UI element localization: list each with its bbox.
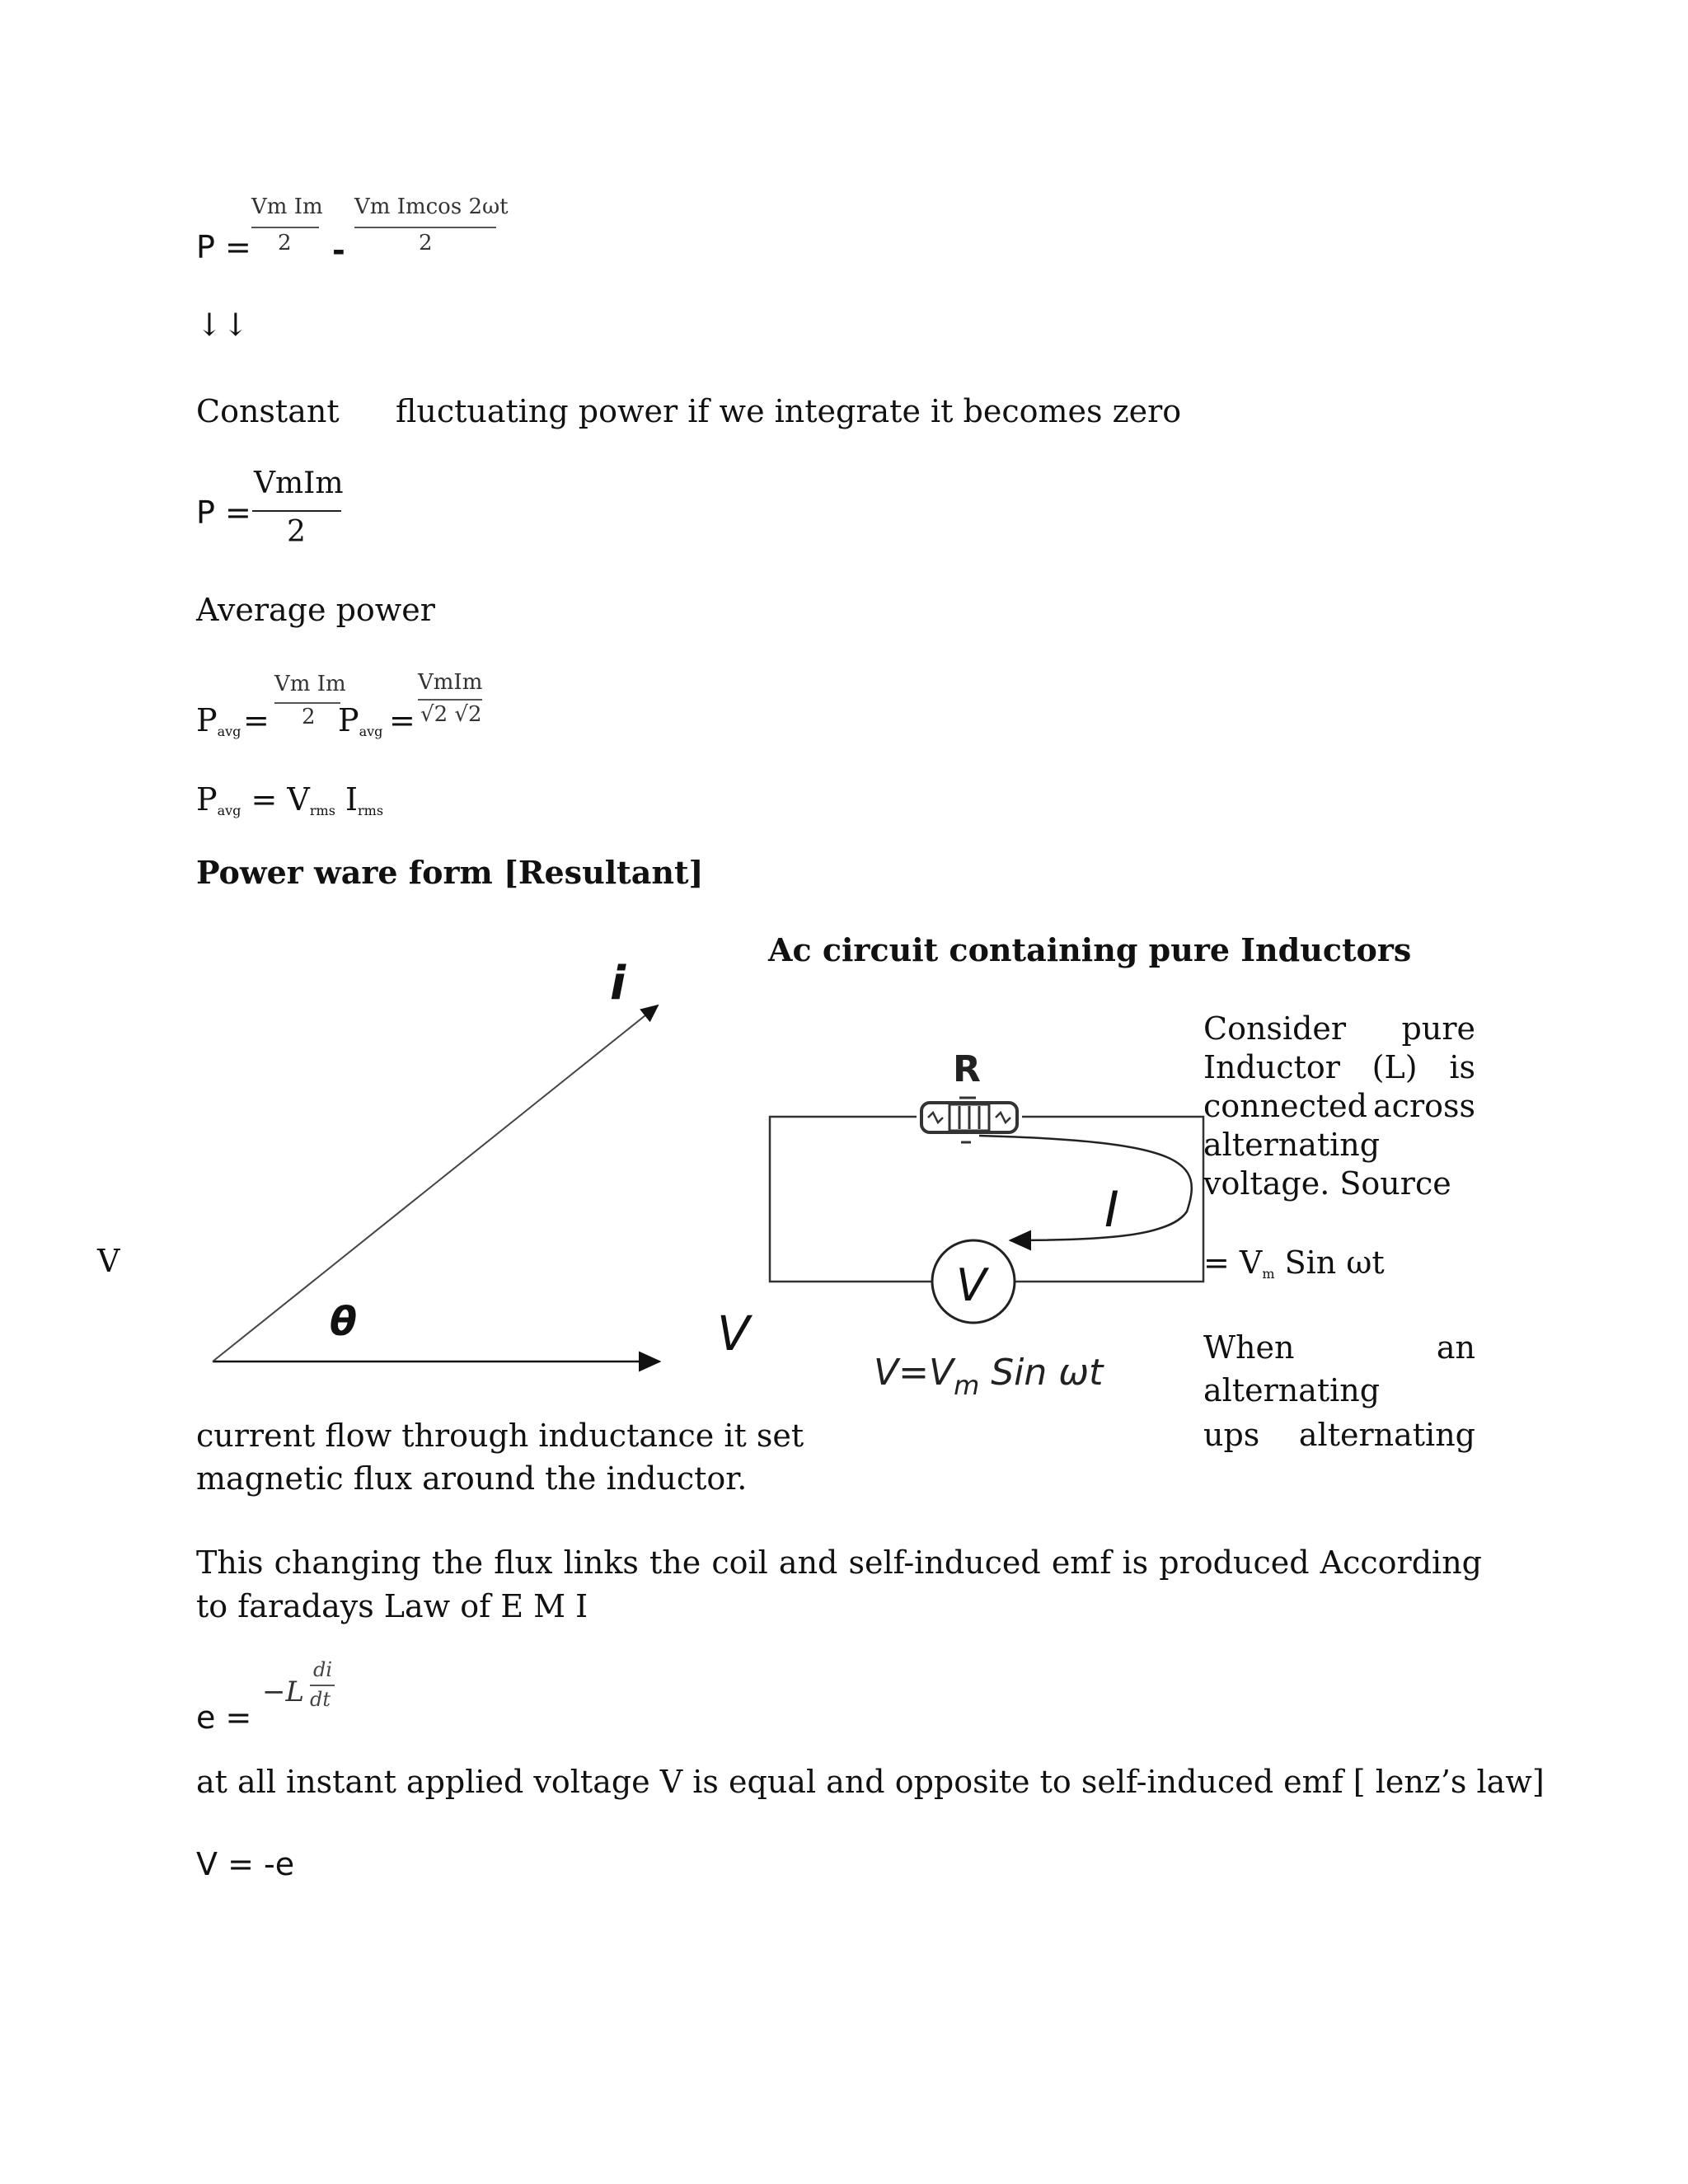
circuit-left-wire (770, 1117, 931, 1282)
paragraph-faraday: This changing the flux links the coil and self-induced emf is produced According to faradays Law of E M I (196, 1544, 1482, 1624)
eq3-equals2: = (389, 702, 415, 738)
eq1-term2-denominator: 2 (419, 231, 433, 255)
label-constant: Constant (196, 393, 340, 429)
eq5-numerator: di (313, 1658, 333, 1681)
power-wave-heading: Power ware form [Resultant] (196, 854, 704, 891)
down-arrows: ↓↓ (196, 307, 249, 343)
eq3-term2-denominator: √2 √2 (420, 702, 482, 727)
eq2-denominator: 2 (287, 515, 306, 549)
circuit-diagram (758, 1030, 1220, 1409)
voltage-phasor-label: V (717, 1305, 750, 1361)
paragraph-current-flow-line1: current flow through inductance it set (196, 1418, 804, 1454)
eq5-lhs: e = (196, 1699, 252, 1736)
eq3-term1-fraction-bar (274, 702, 340, 704)
eq3-term2-numerator: VmIm (418, 670, 483, 695)
eq3-term1-numerator: Vm Im (274, 672, 346, 696)
ac-circuit-heading: Ac circuit containing pure Inductors (768, 931, 1412, 968)
eq5-denominator: dt (310, 1688, 331, 1711)
eq6: V = -e (196, 1846, 295, 1882)
eq2-numerator: VmIm (254, 466, 344, 500)
circuit-equation: $V=V_m$ Sin ωt (874, 1352, 1104, 1401)
right-column-text: Consider pure Inductor (L) is connected across alternating voltage. Source (1203, 1010, 1475, 1202)
right-column-when-text: When an alternating ups alternating (1203, 1329, 1475, 1453)
eq1-lhs: P = (196, 229, 251, 265)
left-v-label: V (97, 1243, 120, 1279)
label-fluctuating: fluctuating power if we integrate it becomes zero (396, 393, 1182, 429)
average-power-label: Average power (196, 592, 435, 628)
current-phasor-line (213, 1005, 658, 1361)
resistor-label: R (953, 1048, 981, 1090)
eq3-p: $P_{avg}$ (196, 702, 241, 739)
eq5-fraction-bar (310, 1685, 335, 1686)
eq1-term2-numerator: Vm Imcos 2ωt (354, 194, 509, 219)
eq3-term1-denominator: 2 (302, 705, 316, 729)
paragraph-current-flow-line2: magnetic flux around the inductor. (196, 1460, 748, 1497)
eq1-term1-denominator: 2 (278, 231, 292, 255)
eq2-fraction-bar (252, 510, 341, 512)
eq3-term2-fraction-bar (418, 699, 482, 701)
eq3-equals: = (243, 702, 270, 738)
eq3-p2: $P_{avg}$ (338, 702, 383, 739)
eq5-neg-l: −L (262, 1675, 305, 1708)
eq1-minus: - (332, 232, 345, 269)
source-equation: = $V_m$ Sin ωt (1203, 1244, 1385, 1282)
eq1-term1-numerator: Vm Im (251, 194, 323, 219)
phasor-diagram (198, 956, 775, 1385)
current-direction-arrow (979, 1136, 1192, 1240)
eq1-term2-fraction-bar (354, 227, 496, 228)
paragraph-lenz: at all instant applied voltage V is equal and opposite to self-induced emf [ lenz’s law] (196, 1764, 1545, 1800)
eq2-lhs: P = (196, 494, 251, 531)
voltage-source-label: V (956, 1259, 987, 1311)
eq1-term1-fraction-bar (251, 227, 319, 228)
eq4: $P_{avg} = V_{rms}$ $I_{rms}$ (196, 781, 384, 818)
theta-angle-label: θ (330, 1299, 357, 1345)
current-label: I (1104, 1181, 1119, 1239)
current-phasor-label: i (610, 957, 626, 1010)
